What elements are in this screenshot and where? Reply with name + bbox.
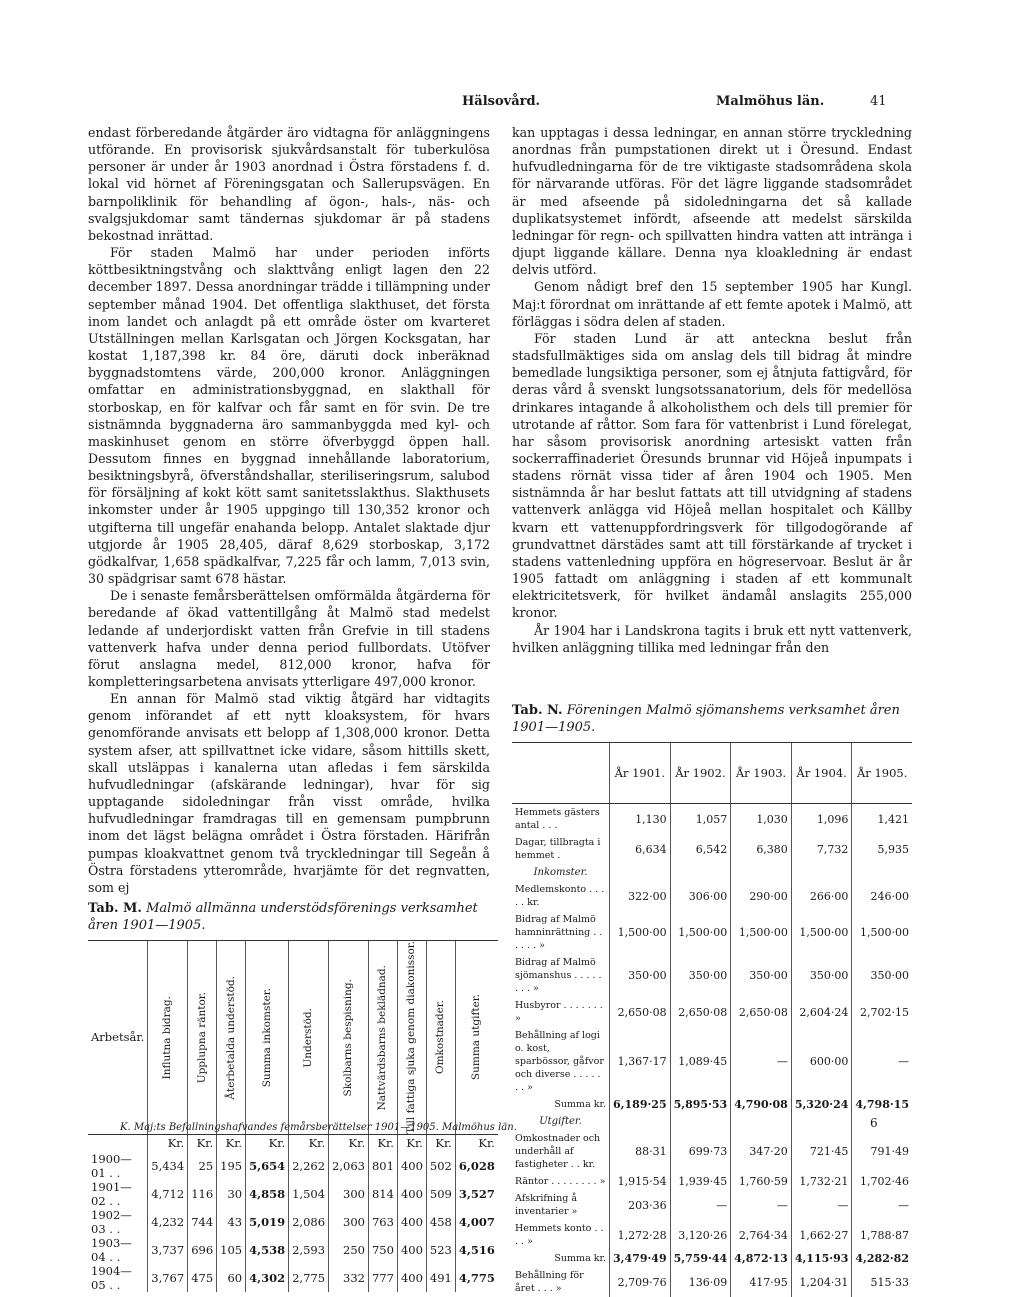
table-cell: 105 xyxy=(217,1236,246,1264)
table-cell: 332 xyxy=(329,1264,369,1292)
table-cell: 2,775 xyxy=(289,1264,329,1292)
unit-cell: Kr. xyxy=(397,1134,426,1152)
table-cell: 5,759·44 xyxy=(670,1250,731,1267)
table-cell: 4,538 xyxy=(246,1236,289,1264)
paragraph: Genom nådigt bref den 15 september 1905 har Kungl. Maj:t förordnat om inrättande af ett femte apotek i Malmö, att förläggas i södra delen af staden. xyxy=(512,279,912,329)
table-cell: 4,282·82 xyxy=(852,1250,912,1267)
table-cell: 350·00 xyxy=(610,954,671,997)
table-cell xyxy=(610,1113,671,1130)
table-cell: 2,702·15 xyxy=(852,997,912,1027)
table-cell xyxy=(791,864,852,881)
table-cell: 1902—03 . . xyxy=(91,1207,132,1236)
table-cell: 777 xyxy=(368,1264,397,1292)
table-cell xyxy=(731,1113,792,1130)
running-head-county: Malmöhus län. xyxy=(716,94,825,109)
unit-row xyxy=(88,1134,498,1152)
table-cell: 475 xyxy=(188,1264,217,1292)
table-cell: 116 xyxy=(188,1180,217,1208)
paragraph: kan upptagas i dessa ledningar, en annan större tryckledning anordnas från pumpstationen direkt ut i Öresund. Endast hufvudledningarna för de tre viktigaste stadsområdena skola för närvarande utföras. För det lägre liggande stadsområdet är med afseende på sidoledningarna det så kallade duplikatsystemet infördt, afseende att medelst särskilda ledningar för regn- och spillvatten hindra vatten att intränga i djupt liggande källare. Denna nya kloakledning är endast delvis utförd. xyxy=(512,125,912,278)
unit-cell: Kr. xyxy=(329,1134,369,1152)
table-cell: Hemmets konto . . . . » xyxy=(515,1223,604,1247)
table-cell: 1903—04 . . xyxy=(91,1235,132,1264)
table-header-row xyxy=(88,941,498,1135)
paragraph: År 1904 har i Landskrona tagits i bruk ett nytt vattenverk, hvilken anläggning tillika med ledningar från den xyxy=(512,622,912,655)
column-header xyxy=(397,941,426,1135)
left-column xyxy=(88,124,490,896)
table-row xyxy=(512,1027,912,1096)
unit-cell: Kr. xyxy=(246,1134,289,1152)
table-cell: 136·09 xyxy=(670,1267,731,1297)
table-cell xyxy=(670,864,731,881)
table-row xyxy=(512,997,912,1027)
table-cell: Räntor . . . . . . . . » xyxy=(515,1176,606,1187)
table-cell: 5,320·24 xyxy=(791,1096,852,1113)
table-cell: Bidrag af Malmö hamninrättning . . . . . . » xyxy=(515,914,603,951)
table-cell: 6,380 xyxy=(731,834,792,864)
table-cell: Afskrifning å inventarier » xyxy=(515,1193,578,1217)
table-cell: 4,232 xyxy=(148,1208,188,1236)
table-cell: 791·49 xyxy=(852,1130,912,1173)
table-cell: 2,709·76 xyxy=(610,1267,671,1297)
table-cell xyxy=(670,1113,731,1130)
column-header-label: Skolbarns bespisning. xyxy=(342,978,355,1097)
table-cell: 3,120·26 xyxy=(670,1220,731,1250)
column-header xyxy=(426,941,455,1135)
table-cell: 1901—02 . . xyxy=(91,1179,132,1208)
table-cell: 5,895·53 xyxy=(670,1096,731,1113)
table-cell: 515·33 xyxy=(852,1267,912,1297)
table-cell: 1,204·31 xyxy=(791,1267,852,1297)
table-cell: 6,189·25 xyxy=(610,1096,671,1113)
table-header-row xyxy=(512,743,912,804)
table-cell: 30 xyxy=(217,1180,246,1208)
table-n xyxy=(512,742,912,1297)
table-cell: Behållning för året . . . » xyxy=(515,1270,584,1294)
table-cell: 1,500·00 xyxy=(670,911,731,954)
table-cell: 417·95 xyxy=(731,1267,792,1297)
table-cell: 1,057 xyxy=(670,804,731,835)
table-cell: Summa kr. xyxy=(554,1253,607,1264)
table-cell: 2,604·24 xyxy=(791,997,852,1027)
table-cell: 2,086 xyxy=(289,1208,329,1236)
column-header xyxy=(188,941,217,1135)
paragraph: För staden Malmö har under perioden införts köttbesiktningstvång och slakttvång enligt lagen den 22 december 1897. Dessa anordningar trädde i tillämpning under september månad 1904. Det offentliga slakthuset, det första inom landet och anlagdt på ett område öster om kvarteret Utställningen mellan Karlsgatan och Jörgen Kocksgatan, har kostat 1,187,398 kr. 84 öre, däruti dock inberäknad byggnadstomtens värde, 200,000 kronor. Anläggningen omfattar en administrationsbyggnad, en slakthall för storboskap, en för kalfvar och får samt en för svin. De tre sistnämnda byggnaderna äro sammanbyggda med kyl- och maskinhuset genom en större öfverbyggd öppen hall. Dessutom finnes en byggnad innehållande laboratorium, besiktningsbyrå, öfverståndshallar, steriliseringsrum, salubod för försäljning af kokt kött samt sanitetsslakthus. Slakthusets inkomster under år 1905 uppgingo till 130,352 kronor och utgifterna till ungefär enahanda belopp. Antalet slaktade djur utgjorde år 1905 28,405, däraf 8,629 storboskap, 3,172 gödkalfvar, 1,658 spädkalfvar, 7,225 får och lamm, 7,013 svin, 30 spädgrisar samt 678 hästar. xyxy=(88,245,490,587)
table-cell: 1,732·21 xyxy=(791,1173,852,1190)
table-cell: 744 xyxy=(188,1208,217,1236)
table-cell: 491 xyxy=(426,1264,455,1292)
column-header: År 1904. xyxy=(791,743,852,804)
table-cell: 600·00 xyxy=(791,1027,852,1096)
table-cell: Summa kr. xyxy=(554,1099,607,1110)
table-cell: 7,732 xyxy=(791,834,852,864)
table-cell: 2,650·08 xyxy=(670,997,731,1027)
table-cell xyxy=(852,1113,912,1130)
table-cell: 1,130 xyxy=(610,804,671,835)
table-cell: Inkomster. xyxy=(533,867,588,878)
table-cell: Hemmets gästers antal . . . xyxy=(515,807,600,831)
signature-mark: 6 xyxy=(870,1116,878,1130)
column-header-label: Arbetsår. xyxy=(91,1030,145,1045)
column-header xyxy=(246,941,289,1135)
table-row xyxy=(512,864,912,881)
source-footnote: K. Maj:ts Befallningshafvandes femårsberättelser 1901—1905. Malmöhus län. xyxy=(120,1122,517,1133)
paragraph: För staden Lund är att anteckna beslut från stadsfullmäktiges sida om anslag dels till bidrag åt mindre bemedlade lungsiktiga personer, som ej åtnjuta fattigvård, för deras vård å svenskt lungsotssanatorium, dels för medellösa drinkares intagande å alkoholisthem och dels till premier för utrotande af råttor. Som fara för vattenbrist i Lund förelegat, har såsom provisorisk anordning artesiskt vatten från sockerraffinaderiet Öresunds brunnar vid Höjeå inpumpats i stadens rörnät vissa tider af åren 1904 och 1905. Men sistnämnda år har beslut fattats att till utvidgning af stadens vattenverk anlägga vid Höjeå mellan hospitalet och Källby kvarn ett vattenuppfordringsverk för tillgodogörande af grundvattnet därstädes samt att till förstärkande af trycket i stadens vattenledning uppföra en högreservoar. Beslut är år 1905 fattadt om anläggning i staden af ett kommunalt elektricitetsverk, för hvilket ändamål anslagits 255,000 kronor. xyxy=(512,330,912,621)
table-cell: 721·45 xyxy=(791,1130,852,1173)
column-header xyxy=(88,941,148,1135)
table-row xyxy=(512,1113,912,1130)
table-row xyxy=(88,1264,498,1292)
column-header: År 1902. xyxy=(670,743,731,804)
table-cell: 4,775 xyxy=(455,1264,498,1292)
table-row xyxy=(512,1190,912,1220)
table-cell: — xyxy=(791,1190,852,1220)
table-cell: 350·00 xyxy=(670,954,731,997)
table-cell: 2,764·34 xyxy=(731,1220,792,1250)
table-cell: 1,096 xyxy=(791,804,852,835)
table-m-label: Tab. M. xyxy=(88,901,142,916)
table-cell: 523 xyxy=(426,1236,455,1264)
table-cell: 290·00 xyxy=(731,881,792,911)
column-header xyxy=(455,941,498,1135)
column-header xyxy=(368,941,397,1135)
table-cell: 3,737 xyxy=(148,1236,188,1264)
table-cell: 2,650·08 xyxy=(610,997,671,1027)
table-cell: 1,500·00 xyxy=(610,911,671,954)
table-cell: 266·00 xyxy=(791,881,852,911)
table-cell: 3,479·49 xyxy=(610,1250,671,1267)
table-cell: 322·00 xyxy=(610,881,671,911)
table-cell: 4,712 xyxy=(148,1180,188,1208)
table-cell: 350·00 xyxy=(791,954,852,997)
column-header-label: Omkostnader. xyxy=(434,1000,447,1075)
unit-cell: Kr. xyxy=(289,1134,329,1152)
table-cell: 699·73 xyxy=(670,1130,731,1173)
table-cell: 203·36 xyxy=(610,1190,671,1220)
table-cell: 509 xyxy=(426,1180,455,1208)
table-cell: 347·20 xyxy=(731,1130,792,1173)
table-cell: Medlemskonto . . . . . kr. xyxy=(515,884,605,908)
table-cell: 1,760·59 xyxy=(731,1173,792,1190)
table-m-caption xyxy=(88,900,490,934)
table-cell xyxy=(731,864,792,881)
table-cell: 300 xyxy=(329,1180,369,1208)
table-cell: 60 xyxy=(217,1264,246,1292)
column-header-label: Understöd. xyxy=(302,1007,315,1068)
table-cell: 2,593 xyxy=(289,1236,329,1264)
table-n-caption xyxy=(512,702,912,736)
table-cell: 1,272·28 xyxy=(610,1220,671,1250)
table-cell: 4,302 xyxy=(246,1264,289,1292)
table-cell: 1,662·27 xyxy=(791,1220,852,1250)
table-row xyxy=(512,1130,912,1173)
table-cell xyxy=(852,864,912,881)
table-cell: 1,915·54 xyxy=(610,1173,671,1190)
table-cell: 5,019 xyxy=(246,1208,289,1236)
table-cell: 195 xyxy=(217,1152,246,1180)
right-column xyxy=(512,124,912,656)
table-cell: 400 xyxy=(397,1180,426,1208)
column-header xyxy=(289,941,329,1135)
table-cell: 1,500·00 xyxy=(852,911,912,954)
table-cell: 1,500·00 xyxy=(791,911,852,954)
table-cell: 4,516 xyxy=(455,1236,498,1264)
table-n-title: Föreningen Malmö sjömanshems verksamhet åren 1901—1905. xyxy=(512,703,900,735)
table-cell: Behållning af logi o. kost, sparbössor, gåfvor och diverse . . . . . . . » xyxy=(515,1030,604,1093)
table-m-title: Malmö allmänna understödsförenings verksamhet åren 1901—1905. xyxy=(88,901,478,933)
table-cell: 2,063 xyxy=(329,1152,369,1180)
table-cell: 1900—01 . . xyxy=(91,1151,132,1180)
table-cell: 5,654 xyxy=(246,1152,289,1180)
unit-cell: Kr. xyxy=(426,1134,455,1152)
table-cell: 5,434 xyxy=(148,1152,188,1180)
table-cell: 43 xyxy=(217,1208,246,1236)
table-cell: 4,858 xyxy=(246,1180,289,1208)
table-cell: 696 xyxy=(188,1236,217,1264)
table-cell: 1,504 xyxy=(289,1180,329,1208)
column-header xyxy=(512,743,610,804)
table-cell: 801 xyxy=(368,1152,397,1180)
table-cell: 400 xyxy=(397,1264,426,1292)
table-cell: 400 xyxy=(397,1152,426,1180)
table-cell: 4,872·13 xyxy=(731,1250,792,1267)
table-cell: Omkostnader och underhåll af fastigheter . . kr. xyxy=(515,1133,601,1170)
table-cell: Bidrag af Malmö sjömanshus . . . . . . . . » xyxy=(515,957,602,994)
table-row xyxy=(512,1250,912,1267)
unit-cell: Kr. xyxy=(368,1134,397,1152)
column-header-label: Nattvärdsbarns beklädnad. xyxy=(376,964,389,1111)
table-cell: 814 xyxy=(368,1180,397,1208)
column-header xyxy=(329,941,369,1135)
table-cell xyxy=(791,1113,852,1130)
table-cell: 250 xyxy=(329,1236,369,1264)
column-header-label: Influtna bidrag. xyxy=(161,995,174,1080)
table-cell: 6,028 xyxy=(455,1152,498,1180)
table-row xyxy=(512,911,912,954)
table-m xyxy=(88,940,498,1292)
paragraph: endast förberedande åtgärder äro vidtagna för anläggningens utförande. En provisorisk sjukvårdsanstalt för tuberkulösa personer är under år 1903 anordnad i Östra förstadens f. d. lokal vid hörnet af Föreningsgatan och Sallerupsvägen. En barnpoliklinik för behandling af ögon-, hals-, näs- och svalgsjukdomar samt tändernas sjukdomar är på stadens bekostnad inrättad. xyxy=(88,125,490,243)
column-header-label: Till fattiga sjuka genom diakonissor. xyxy=(405,941,418,1134)
unit-cell: Kr. xyxy=(217,1134,246,1152)
table-cell: 3,767 xyxy=(148,1264,188,1292)
table-cell: 3,527 xyxy=(455,1180,498,1208)
table-cell: 1,500·00 xyxy=(731,911,792,954)
table-cell: 350·00 xyxy=(852,954,912,997)
table-cell: 750 xyxy=(368,1236,397,1264)
table-cell: 5,935 xyxy=(852,834,912,864)
table-cell: 1,421 xyxy=(852,804,912,835)
table-cell: 1,089·45 xyxy=(670,1027,731,1096)
paragraph: De i senaste femårsberättelsen omförmälda åtgärderna för beredande af ökad vattentillgång åt Malmö stad medelst ledande af underjordiskt vatten från Grefvie in till stadens vattenverk hafva under denna period fullbordats. Utöfver förut anslagna medel, 812,000 kronor, hafva för kompletteringsarbetena anvisats ytterligare 497,000 kronor. xyxy=(88,588,490,689)
table-cell: 246·00 xyxy=(852,881,912,911)
table-row xyxy=(512,954,912,997)
table-cell: Dagar, tillbragta i hemmet . xyxy=(515,837,601,861)
column-header-label: Upplupna räntor. xyxy=(195,991,208,1084)
table-row xyxy=(512,1173,912,1190)
unit-cell: Kr. xyxy=(148,1134,188,1152)
unit-cell: Kr. xyxy=(188,1134,217,1152)
table-cell: 1,367·17 xyxy=(610,1027,671,1096)
table-cell: 1,030 xyxy=(731,804,792,835)
table-row xyxy=(512,1267,912,1297)
table-cell: — xyxy=(731,1190,792,1220)
table-cell: 1904—05 . . xyxy=(91,1263,132,1292)
column-header-label: Summa inkomster. xyxy=(260,987,273,1088)
table-cell: 1,702·46 xyxy=(852,1173,912,1190)
unit-cell xyxy=(88,1134,148,1152)
column-header-label: Återbetalda understöd. xyxy=(224,975,237,1100)
table-row xyxy=(512,804,912,835)
table-row xyxy=(512,834,912,864)
table-cell: Husbyror . . . . . . . » xyxy=(515,1000,603,1024)
unit-cell: Kr. xyxy=(455,1134,498,1152)
column-header: År 1901. xyxy=(610,743,671,804)
column-header xyxy=(217,941,246,1135)
table-cell: 350·00 xyxy=(731,954,792,997)
column-header: År 1905. xyxy=(852,743,912,804)
table-cell: 2,262 xyxy=(289,1152,329,1180)
table-cell: 1,788·87 xyxy=(852,1220,912,1250)
table-cell: 4,790·08 xyxy=(731,1096,792,1113)
table-cell: 4,115·93 xyxy=(791,1250,852,1267)
table-cell: — xyxy=(852,1027,912,1096)
table-row xyxy=(88,1236,498,1264)
running-head-section: Hälsovård. xyxy=(462,94,541,109)
column-header-label: Summa utgifter. xyxy=(470,994,483,1081)
table-cell xyxy=(610,864,671,881)
table-cell: 4,007 xyxy=(455,1208,498,1236)
table-cell: 6,634 xyxy=(610,834,671,864)
table-cell: 502 xyxy=(426,1152,455,1180)
table-cell: 25 xyxy=(188,1152,217,1180)
table-cell: 400 xyxy=(397,1236,426,1264)
table-cell: 2,650·08 xyxy=(731,997,792,1027)
table-cell: — xyxy=(852,1190,912,1220)
table-cell: 300 xyxy=(329,1208,369,1236)
column-header xyxy=(148,941,188,1135)
table-cell: — xyxy=(731,1027,792,1096)
table-cell: Utgifter. xyxy=(539,1116,582,1127)
table-cell: 88·31 xyxy=(610,1130,671,1173)
table-cell: 306·00 xyxy=(670,881,731,911)
table-row xyxy=(88,1180,498,1208)
table-cell: 763 xyxy=(368,1208,397,1236)
table-cell: 458 xyxy=(426,1208,455,1236)
paragraph: En annan för Malmö stad viktig åtgärd har vidtagits genom införandet af ett nytt kloaksystem, för hvars genomförande anvisats ett belopp af 1,308,000 kronor. Detta system afser, att spillvattnet icke vidare, såsom hittills skett, skall utsläppas i kanalerna utan afledas i fem särskilda hufvudledningar (afskärande ledningar), hvar för sig upptagande sidoledningar från visst område, hvilka hufvudledningar framdragas till en gemensam pumpbrunn inom det lägst belägna området i Östra förstaden. Härifrån pumpas kloakvattnet genom två tryckledningar till Segeån å Östra förstadens ytterområde, hvarjämte för det regnvatten, som ej xyxy=(88,691,490,895)
table-row xyxy=(88,1208,498,1236)
table-cell: 1,939·45 xyxy=(670,1173,731,1190)
table-cell: 4,798·15 xyxy=(852,1096,912,1113)
column-header: År 1903. xyxy=(731,743,792,804)
table-row xyxy=(512,881,912,911)
page-number: 41 xyxy=(870,94,887,109)
table-cell: 400 xyxy=(397,1208,426,1236)
table-row xyxy=(88,1152,498,1180)
table-n-label: Tab. N. xyxy=(512,703,563,718)
table-row xyxy=(512,1096,912,1113)
table-cell: 6,542 xyxy=(670,834,731,864)
table-row xyxy=(512,1220,912,1250)
table-cell: — xyxy=(670,1190,731,1220)
